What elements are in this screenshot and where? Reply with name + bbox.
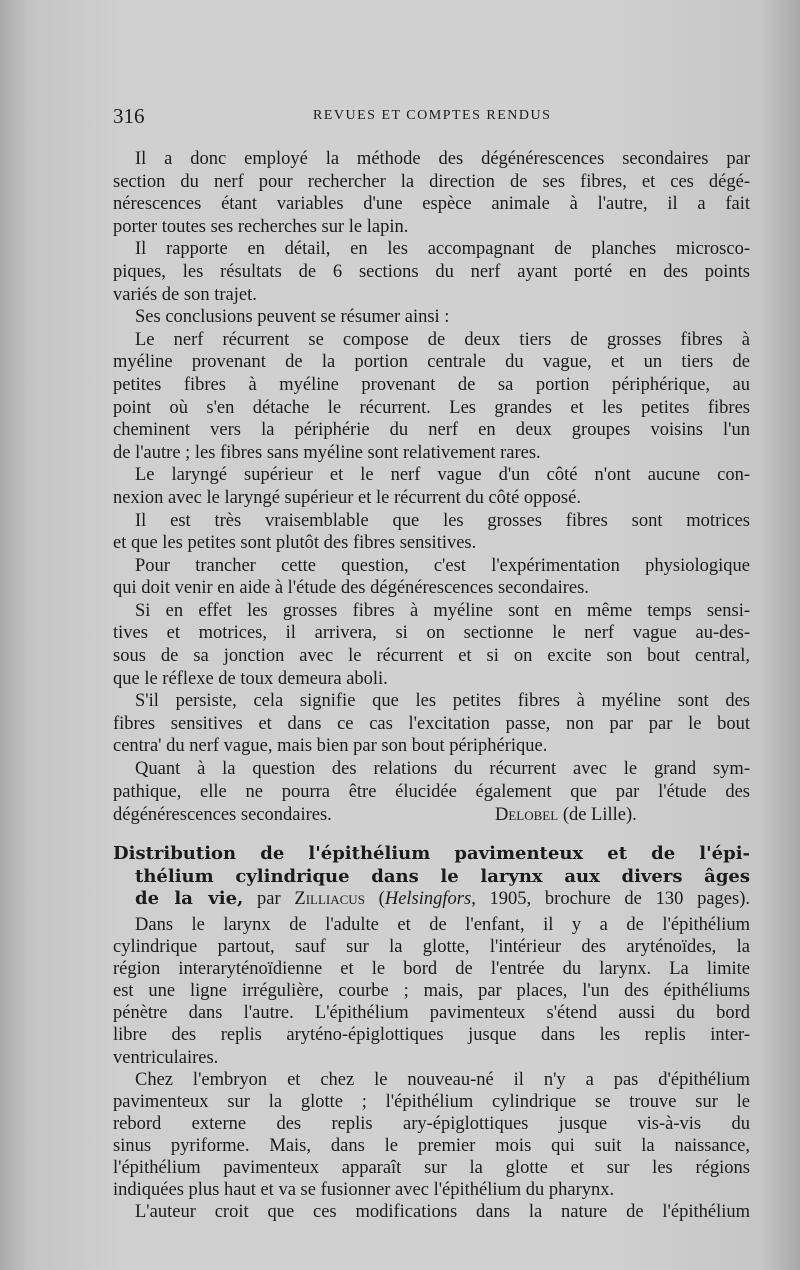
place: Helsingfors — [384, 889, 472, 910]
text-line: Il a donc employé la méthode des dégénérescences secondaires par — [135, 149, 750, 169]
paragraph — [113, 690, 750, 758]
text-line: nexion avec le laryngé supérieur et le récurrent du côté opposé. — [113, 487, 581, 508]
paragraph — [113, 600, 750, 690]
text-line: Si en effet les grosses fibres à myéline sont en même temps sensi- — [135, 600, 750, 621]
paragraph — [113, 1069, 750, 1202]
signature-name: Delobel — [495, 805, 559, 825]
text-line: Dans le larynx de l'adulte et de l'enfant, il y a de l'épithélium — [135, 915, 750, 935]
page-number: 316 — [113, 104, 145, 128]
text-line: porter toutes ses recherches sur le lapin. — [113, 216, 409, 237]
text-line: Le laryngé supérieur et le nerf vague d'un côté n'ont aucune con- — [135, 465, 750, 486]
text-line: de l'autre ; les fibres sans myéline sont relativement rares. — [113, 442, 541, 463]
paragraph — [113, 555, 750, 600]
text-line: Pour trancher cette question, c'est l'expérimentation physiologique — [135, 555, 750, 576]
paragraph — [113, 510, 750, 555]
text-line: nérescences étant variables d'une espèce animale à l'autre, il a fait — [113, 194, 750, 215]
text-line: que le réflexe de toux demeura aboli. — [113, 668, 388, 689]
text-line: Chez l'embryon et chez le nouveau-né il n'y a pas d'épithélium — [135, 1069, 750, 1090]
text-line: sous de sa jonction avec le récurrent et si on excite son bout central, — [113, 646, 750, 667]
paragraph — [113, 1201, 750, 1223]
text-line: sinus pyriforme. Mais, dans le premier mois qui suit la naissance, — [113, 1135, 750, 1156]
closing-line — [113, 804, 750, 827]
title-line: Distribution de l'épithélium pavimenteux et de l'épi- — [113, 843, 750, 864]
closing-text: dégénérescences secondaires. — [113, 805, 332, 825]
signature-place: (de Lille). — [562, 805, 637, 825]
title-line: thélium cylindrique dans le larynx aux divers âges — [135, 865, 750, 887]
text-line: libre des replis aryténo-épiglottiques jusque dans les replis inter- — [113, 1025, 750, 1046]
text-line: petites fibres à myéline provenant de sa portion périphérique, au — [113, 374, 750, 395]
by-text: par — [243, 889, 295, 910]
section-2-body — [113, 914, 750, 1223]
title-end: de la vie, — [135, 888, 244, 910]
review-title — [113, 843, 750, 911]
text-line: piques, les résultats de 6 sections du nerf ayant porté en des points — [113, 261, 750, 282]
text-line: Quant à la question des relations du récurrent avec le grand sym- — [135, 759, 750, 780]
text-line: est une ligne irrégulière, courbe ; mais, par places, l'un des épithéliums — [113, 981, 750, 1002]
text-line: S'il persiste, cela signifie que les petites fibres à myéline sont des — [135, 691, 750, 712]
text-line: ventriculaires. — [113, 1047, 219, 1068]
text-line: Il est très vraisemblable que les grosses fibres sont motrices — [135, 510, 750, 531]
text-line: rebord externe des replis ary-épiglottiques jusque vis-à-vis du — [113, 1113, 750, 1134]
page-header — [113, 104, 750, 130]
text-line: pavimenteux sur la glotte ; l'épithélium cylindrique se trouve sur le — [113, 1091, 750, 1112]
text-line: pathique, elle ne pourra être élucidée également que par l'étude des — [113, 781, 750, 802]
paragraph — [113, 758, 750, 803]
text-line: et que les petites sont plutôt des fibres sensitives. — [113, 533, 477, 554]
paragraph — [113, 914, 750, 1069]
text-line: indiquées plus haut et va se fusionner avec l'épithélium du pharynx. — [113, 1180, 615, 1201]
text-line: fibres sensitives et dans ce cas l'excitation passe, non par par le bout — [113, 713, 750, 734]
text-line: cylindrique partout, sauf sur la glotte, l'intérieur des aryténoïdes, la — [113, 937, 750, 958]
text-line: variés de son trajet. — [113, 284, 257, 305]
running-title: REVUES ET COMPTES RENDUS — [313, 108, 552, 123]
details: , 1905, brochure de 130 pages). — [471, 889, 750, 910]
text-line: myéline provenant de la portion centrale du vague, et un tiers de — [113, 352, 750, 373]
paragraph — [113, 238, 750, 306]
section-1-body — [113, 148, 750, 803]
text-line: Ses conclusions peuvent se résumer ainsi : — [135, 307, 450, 328]
text-line: l'épithélium pavimenteux apparaît sur la glotte et sur les régions — [113, 1158, 750, 1179]
text-line: section du nerf pour rechercher la direction de ses fibres, et ces dégé- — [113, 171, 750, 192]
text-line: tives et motrices, il arrivera, si on sectionne le nerf vague au-des- — [113, 623, 750, 644]
paragraph — [113, 148, 750, 238]
text-line: qui doit venir en aide à l'étude des dégénérescences secondaires. — [113, 578, 589, 599]
signature — [495, 804, 637, 827]
text-line: centra' du nerf vague, mais bien par son bout périphérique. — [113, 736, 548, 757]
author: Zilliacus — [294, 889, 365, 910]
text-line: point où s'en détache le récurrent. Les grandes et les petites fibres — [113, 397, 750, 418]
text-line: région interaryténoïdienne et le bord de l'entrée du larynx. La limite — [113, 959, 750, 980]
text-line: cheminent vers la périphérie du nerf en deux groupes voisins l'un — [113, 420, 750, 441]
text-line: pénètre dans l'autre. L'épithélium pavimenteux s'étend aussi du bord — [113, 1003, 750, 1024]
text-line: L'auteur croit que ces modifications dans la nature de l'épithélium — [135, 1202, 750, 1223]
paragraph — [113, 306, 750, 329]
text-line: Il rapporte en détail, en les accompagnant de planches microsco- — [135, 239, 750, 260]
paren: ( — [364, 889, 385, 910]
paragraph — [113, 329, 750, 465]
paragraph — [113, 464, 750, 509]
text-line: Le nerf récurrent se compose de deux tiers de grosses fibres à — [135, 329, 750, 350]
